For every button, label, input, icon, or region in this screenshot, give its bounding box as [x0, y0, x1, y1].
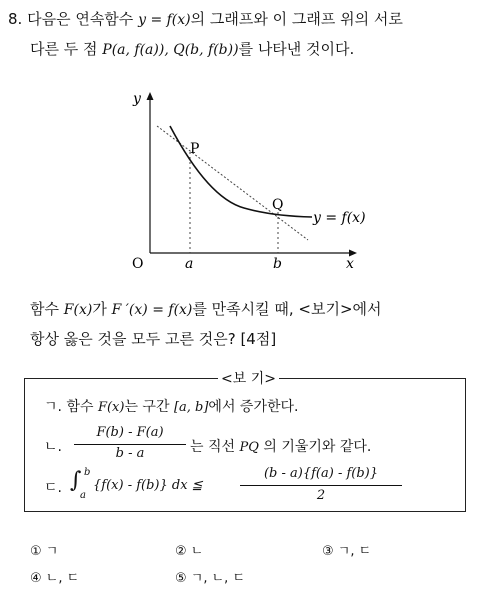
- bogi-item-1: [44, 396, 298, 416]
- line-pq: PQ: [239, 440, 259, 455]
- rhs-fraction-bar: [240, 485, 402, 486]
- y-axis-label: y: [133, 91, 141, 107]
- choice-4[interactable]: [30, 567, 79, 586]
- choice-1[interactable]: [30, 540, 58, 559]
- fraction-denominator: b - a: [115, 446, 145, 461]
- integral-upper-limit: b: [84, 467, 91, 478]
- rhs-numerator: (b - a){f(a) - f(b)}: [263, 466, 379, 481]
- item-text: 에서 증가한다.: [208, 399, 299, 415]
- interval-ab: [a, b]: [173, 400, 209, 415]
- function-F: F(x): [97, 400, 125, 415]
- bogi-title: <보 기>: [218, 368, 279, 388]
- choice-2[interactable]: [175, 540, 203, 559]
- derivative-condition: F ′(x) = f(x): [111, 302, 193, 318]
- b-label: b: [273, 256, 282, 272]
- choice-label: ㄴ: [190, 544, 204, 559]
- choice-number: ②: [175, 544, 187, 559]
- integral-sign: ∫: [70, 468, 82, 493]
- problem-text: 다음은 연속함수: [27, 10, 134, 28]
- item-marker: ㄱ.: [44, 399, 62, 415]
- choice-number: ⑤: [175, 571, 187, 586]
- integrand: {f(x) - f(b)} dx ≦: [93, 478, 203, 493]
- item-text: 는 구간: [124, 399, 170, 415]
- choice-number: ④: [30, 571, 42, 586]
- choice-3[interactable]: [322, 540, 371, 559]
- item-text: 는 직선: [190, 439, 236, 455]
- origin-label: O: [132, 256, 144, 272]
- rhs-denominator: 2: [316, 488, 326, 503]
- fraction-numerator: F(b) - F(a): [96, 425, 164, 440]
- integral-lower-limit: a: [80, 490, 86, 501]
- item-marker: ㄷ.: [44, 480, 62, 496]
- points-expression: P(a, f(a)), Q(b, f(b)): [102, 42, 239, 58]
- choice-5[interactable]: [175, 567, 245, 586]
- question-line2: 항상 옳은 것을 모두 고른 것은? [4점]: [30, 330, 277, 348]
- bogi-item-2-text: [190, 436, 371, 456]
- choice-label: ㄱ, ㄷ: [337, 544, 372, 559]
- item-text: 의 기울기와 같다.: [263, 439, 372, 455]
- choice-number: ③: [322, 544, 334, 559]
- problem-text: 의 그래프와 이 그래프 위의 서로: [190, 10, 403, 28]
- point-p-label: P: [190, 141, 200, 157]
- problem-number: 8.: [8, 10, 23, 28]
- question-text: 함수: [30, 300, 59, 318]
- curve-f: [170, 126, 312, 217]
- x-axis-label: x: [346, 256, 354, 272]
- function-expression: y = f(x): [138, 12, 191, 28]
- question-line1: [30, 298, 382, 319]
- choice-number: ①: [30, 544, 42, 559]
- choice-label: ㄱ, ㄴ, ㄷ: [190, 571, 246, 586]
- item-marker: ㄴ.: [44, 439, 62, 455]
- question-text: 가: [92, 300, 107, 318]
- a-label: a: [185, 256, 194, 272]
- y-axis-arrow: [147, 92, 154, 100]
- antiderivative-F: F(x): [63, 302, 93, 318]
- question-text: 를 만족시킬 때, <보기>에서: [192, 300, 382, 318]
- curve-label: y = f(x): [313, 210, 366, 226]
- problem-text: 를 나타낸 것이다.: [238, 40, 355, 58]
- point-q-label: Q: [272, 197, 284, 213]
- problem-text: 다른 두 점: [30, 40, 98, 58]
- choice-label: ㄴ, ㄷ: [45, 571, 80, 586]
- item-text: 함수: [66, 399, 94, 415]
- fraction-bar: [74, 444, 186, 445]
- choice-label: ㄱ: [45, 544, 59, 559]
